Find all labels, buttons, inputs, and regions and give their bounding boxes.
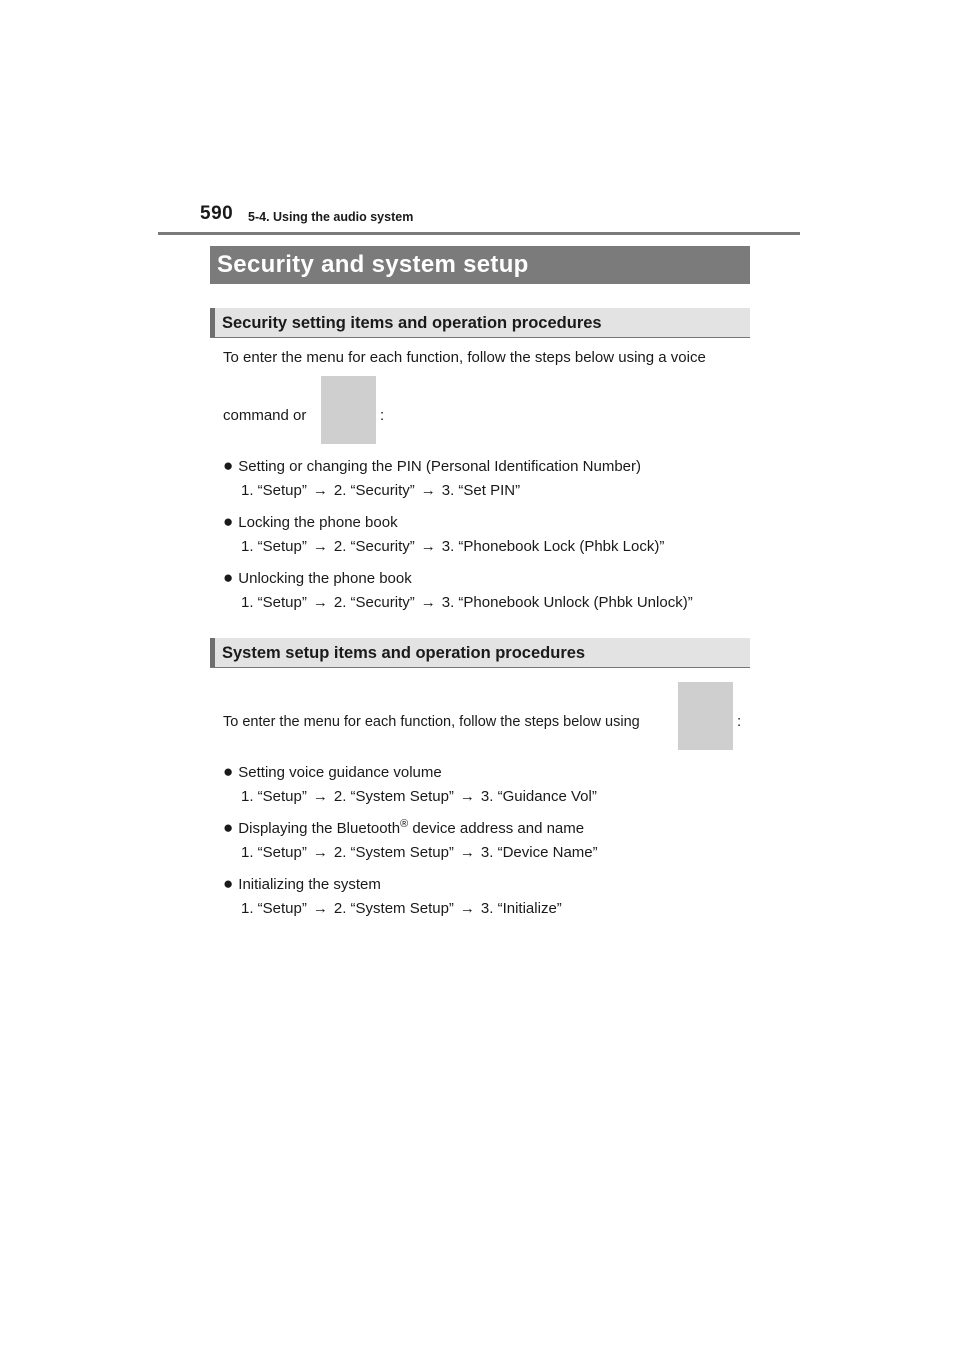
list-item <box>223 818 584 839</box>
system-section-heading: System setup items and operation procedures <box>210 638 750 668</box>
bullet-icon: ● <box>223 568 234 587</box>
page-title: Security and system setup <box>210 246 750 284</box>
arrow-icon: → <box>312 538 328 555</box>
registered-mark: ® <box>400 818 409 830</box>
step-3: 3. “Guidance Vol” <box>480 788 597 805</box>
step-2: 2. “Security” <box>333 482 415 499</box>
security-intro-line1: To enter the menu for each function, follow the steps below using a voice <box>223 349 706 366</box>
arrow-icon: → <box>459 844 475 861</box>
item-label: Unlocking the phone book <box>238 570 412 587</box>
list-item <box>223 874 381 895</box>
step-2: 2. “System Setup” <box>333 844 454 861</box>
step-3: 3. “Set PIN” <box>441 482 521 499</box>
procedure-steps <box>241 899 562 919</box>
step-1: 1. “Setup” <box>241 538 307 555</box>
step-3: 3. “Phonebook Unlock (Phbk Unlock)” <box>441 594 693 611</box>
arrow-icon: → <box>459 788 475 805</box>
list-item <box>223 512 398 533</box>
arrow-icon: → <box>312 482 328 499</box>
security-intro-colon: : <box>380 407 385 424</box>
item-label-a: Displaying the Bluetooth <box>238 820 401 837</box>
item-label: Locking the phone book <box>238 514 398 531</box>
arrow-icon: → <box>312 844 328 861</box>
procedure-steps <box>241 843 598 863</box>
step-2: 2. “Security” <box>333 594 415 611</box>
arrow-icon: → <box>312 900 328 917</box>
page-number: 590 <box>200 203 234 224</box>
step-2: 2. “System Setup” <box>333 900 454 917</box>
bullet-icon: ● <box>223 874 234 893</box>
item-label-b: device address and name <box>408 820 585 837</box>
step-1: 1. “Setup” <box>241 844 307 861</box>
arrow-icon: → <box>420 482 436 499</box>
step-3: 3. “Initialize” <box>480 900 562 917</box>
setup-button-image <box>678 682 733 750</box>
header-divider <box>158 232 800 235</box>
step-2: 2. “System Setup” <box>333 788 454 805</box>
bullet-icon: ● <box>223 512 234 531</box>
section-reference: 5-4. Using the audio system <box>248 210 414 224</box>
procedure-steps <box>241 537 664 557</box>
step-3: 3. “Phonebook Lock (Phbk Lock)” <box>441 538 665 555</box>
step-3: 3. “Device Name” <box>480 844 598 861</box>
step-1: 1. “Setup” <box>241 482 307 499</box>
procedure-steps <box>241 787 597 807</box>
item-label: Setting or changing the PIN (Personal Identification Number) <box>238 458 641 475</box>
step-1: 1. “Setup” <box>241 788 307 805</box>
arrow-icon: → <box>312 594 328 611</box>
list-item <box>223 762 442 783</box>
bullet-icon: ● <box>223 762 234 781</box>
item-label: Setting voice guidance volume <box>238 764 442 781</box>
procedure-steps <box>241 481 520 501</box>
item-label: Initializing the system <box>238 876 381 893</box>
bullet-icon: ● <box>223 456 234 475</box>
arrow-icon: → <box>459 900 475 917</box>
arrow-icon: → <box>420 594 436 611</box>
security-intro-line2: command or <box>223 407 307 424</box>
step-1: 1. “Setup” <box>241 594 307 611</box>
arrow-icon: → <box>312 788 328 805</box>
system-intro: To enter the menu for each function, follow the steps below using <box>223 714 640 730</box>
step-1: 1. “Setup” <box>241 900 307 917</box>
list-item <box>223 456 641 477</box>
step-2: 2. “Security” <box>333 538 415 555</box>
list-item <box>223 568 412 589</box>
talk-switch-button-image <box>321 376 376 444</box>
arrow-icon: → <box>420 538 436 555</box>
procedure-steps <box>241 593 693 613</box>
bullet-icon: ● <box>223 818 234 837</box>
system-intro-colon: : <box>737 713 742 730</box>
security-section-heading: Security setting items and operation procedures <box>210 308 750 338</box>
